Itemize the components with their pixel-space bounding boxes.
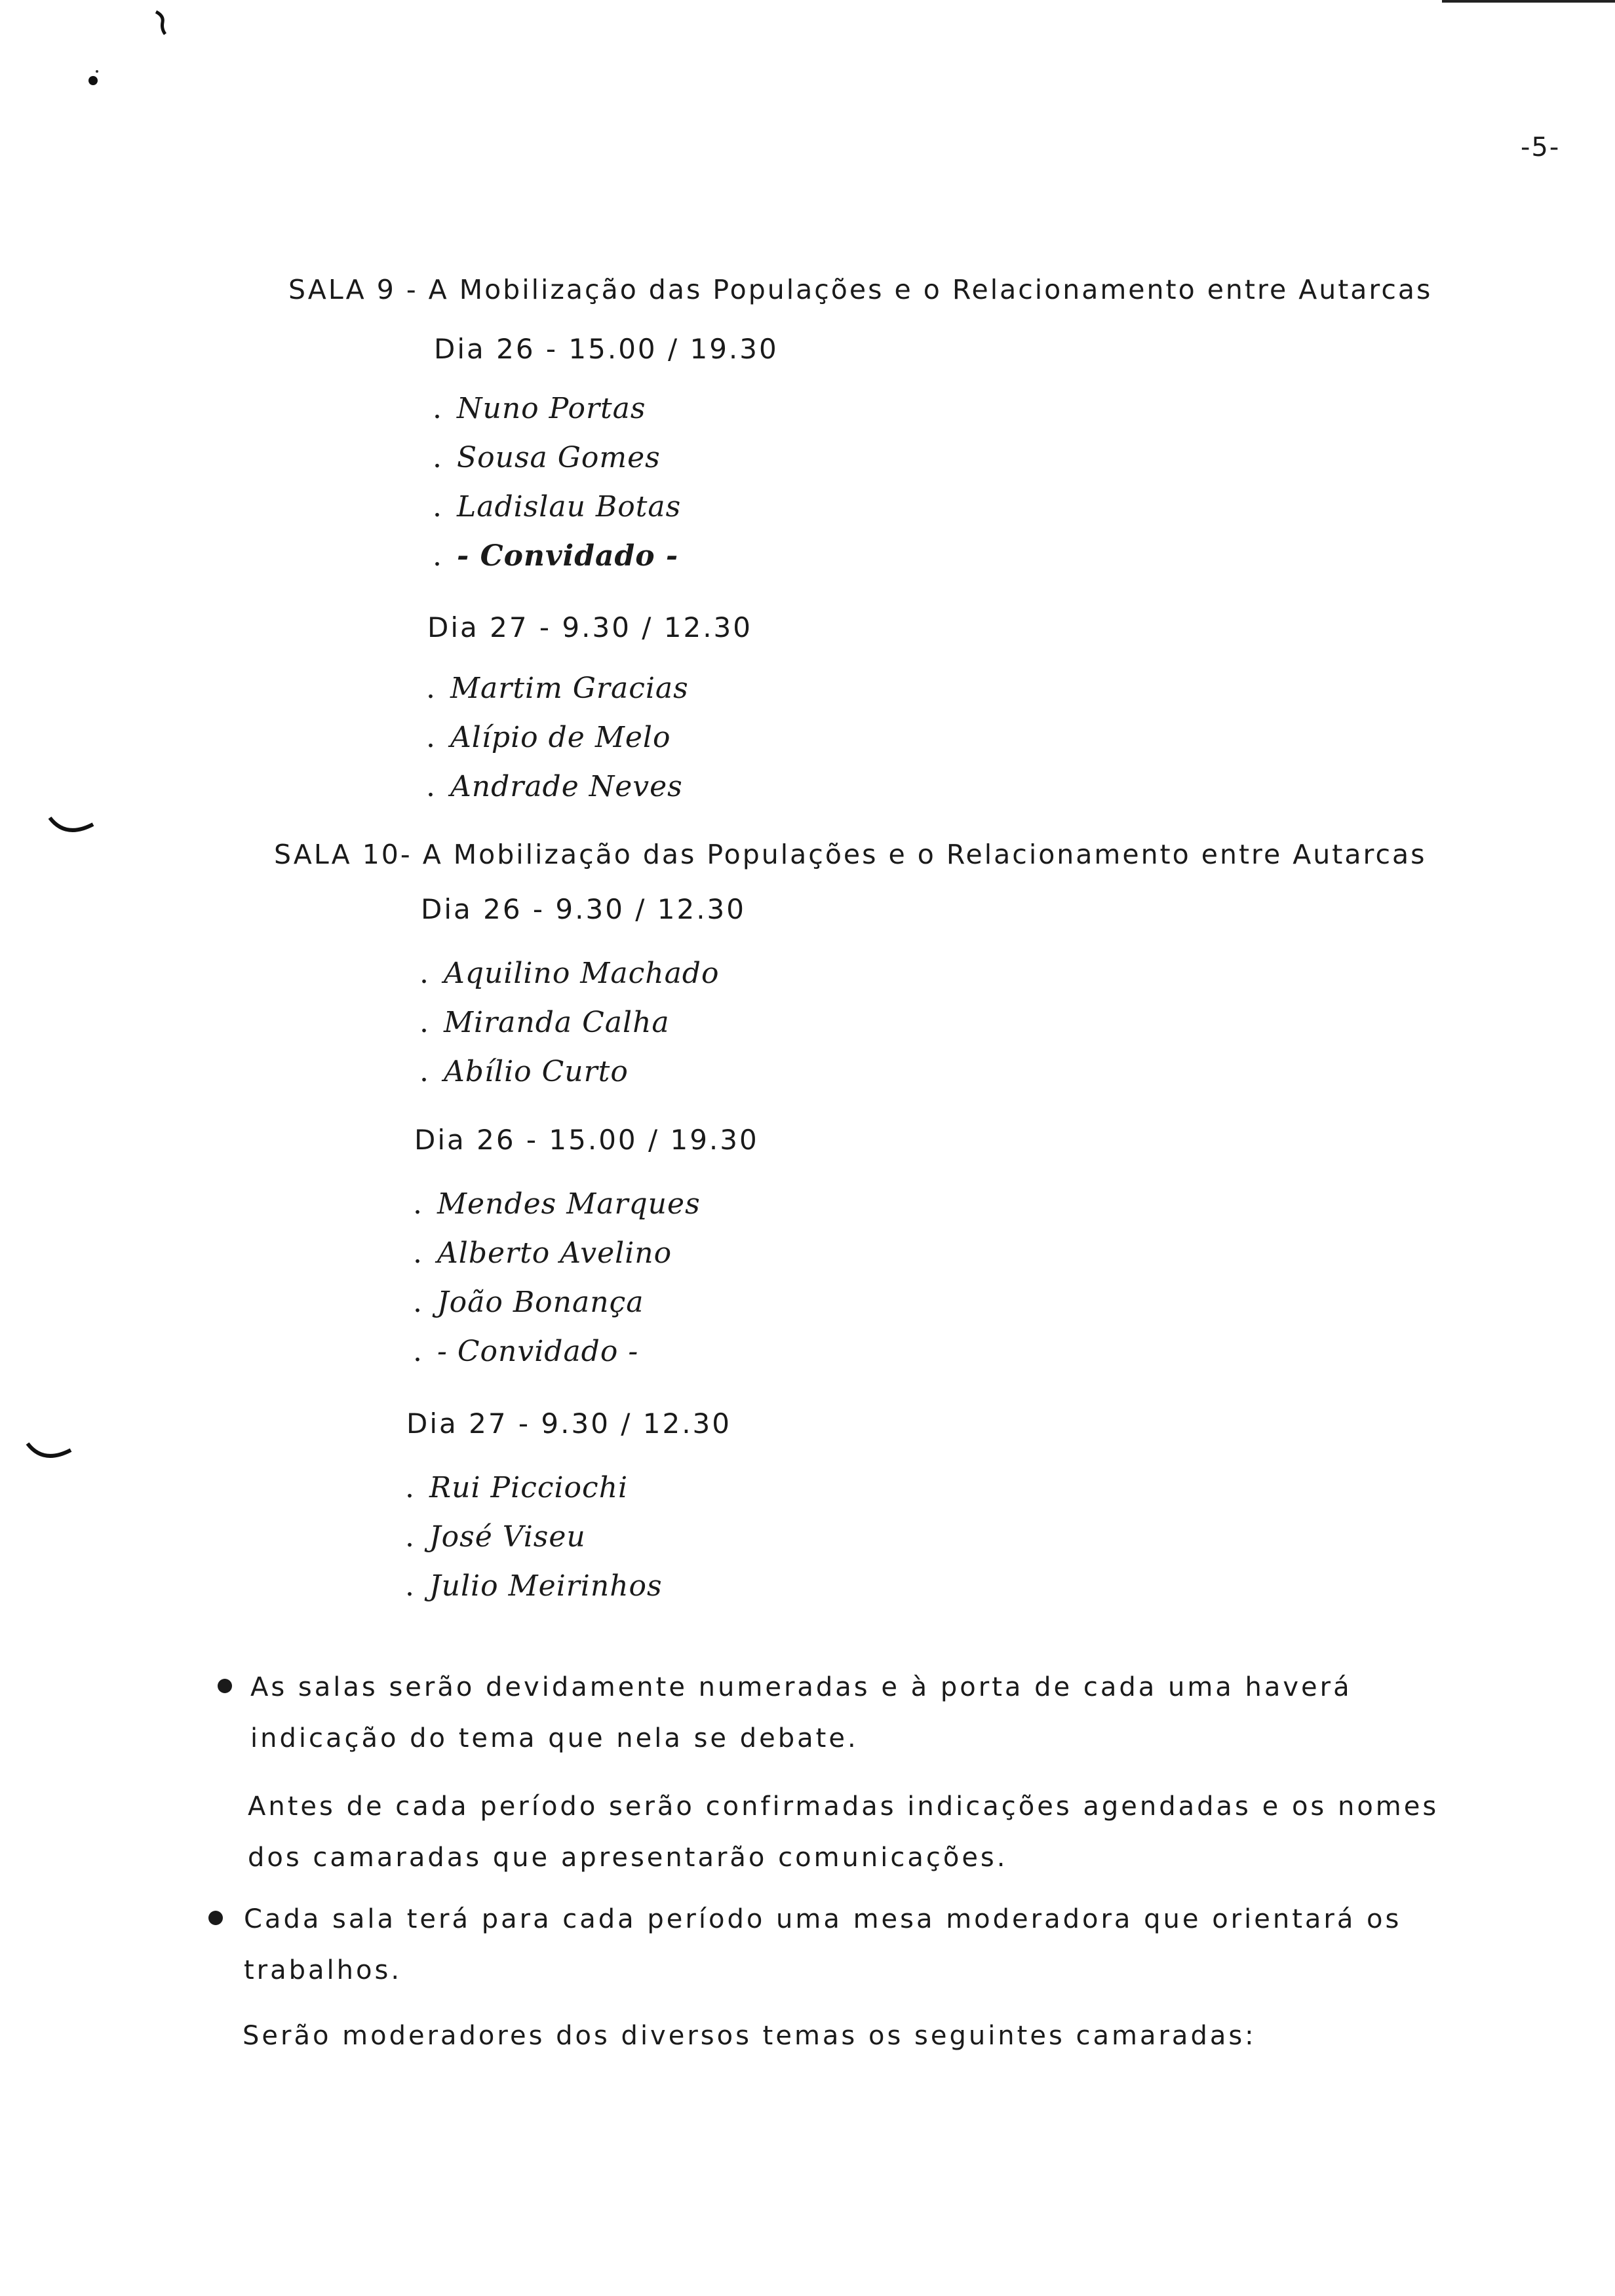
sala-10-speaker: . - Convidado -: [413, 1335, 639, 1368]
sala-9-speaker: . Alípio de Melo: [426, 721, 671, 754]
sala-9-speaker: . Nuno Portas: [433, 392, 646, 425]
bullet-icon: [208, 1911, 223, 1925]
sala-10-day-3: Dia 27 - 9.30 / 12.30: [406, 1407, 732, 1440]
closing-line: Serão moderadores dos diversos temas os seguintes camaradas:: [243, 2021, 1256, 2051]
bullet-icon: [218, 1679, 232, 1693]
sala-10-speaker: . Miranda Calha: [419, 1006, 670, 1039]
sala-10-speaker: . João Bonança: [413, 1286, 644, 1319]
punch-hole-mark-1: [46, 813, 98, 839]
sala-10-speaker: . Rui Picciochi: [405, 1471, 629, 1504]
sala-9-speaker: . Andrade Neves: [426, 770, 683, 803]
scan-line-top-right: [1442, 0, 1615, 3]
sala-10-heading: SALA 10- A Mobilização das Populações e o Relacionamento entre Autarcas: [274, 839, 1427, 870]
sala-10-speaker: . Abílio Curto: [419, 1055, 629, 1088]
sala-9-speaker: . Sousa Gomes: [433, 441, 661, 474]
sala-10-speaker: . José Viseu: [405, 1520, 586, 1554]
scan-mark-top-left: [151, 7, 177, 39]
sala-9-speaker: . Ladislau Botas: [433, 490, 682, 524]
sala-9-heading: SALA 9 - A Mobilização das Populações e o Relacionamento entre Autarcas: [288, 274, 1433, 305]
sala-9-speaker: . Martim Gracias: [426, 672, 689, 705]
scan-mark-dot: [84, 62, 104, 88]
sala-9-speaker: . - Convidado -: [433, 539, 679, 573]
sala-10-speaker: . Aquilino Machado: [419, 957, 720, 990]
sala-10-day-1: Dia 26 - 9.30 / 12.30: [421, 893, 747, 925]
note-2: Cada sala terá para cada período uma mesa moderadora que orientará os trabalhos.: [244, 1904, 1402, 1985]
sala-10-speaker: . Alberto Avelino: [413, 1236, 672, 1270]
sala-10-speaker: . Julio Meirinhos: [405, 1569, 663, 1603]
note-1: As salas serão devidamente numeradas e à porta de cada uma haverá indicação do tema que nela se debate.: [250, 1672, 1352, 1753]
note-1-extra: Antes de cada período serão confirmadas indicações agendadas e os nomes dos camaradas que apresentarão comunicações.: [248, 1791, 1439, 1873]
sala-9-day-1: Dia 26 - 15.00 / 19.30: [434, 333, 779, 365]
punch-hole-mark-2: [24, 1438, 76, 1464]
sala-9-day-2: Dia 27 - 9.30 / 12.30: [427, 611, 753, 643]
page-number: -5-: [1521, 132, 1561, 163]
sala-10-day-2: Dia 26 - 15.00 / 19.30: [414, 1124, 759, 1156]
sala-10-speaker: . Mendes Marques: [413, 1187, 701, 1221]
